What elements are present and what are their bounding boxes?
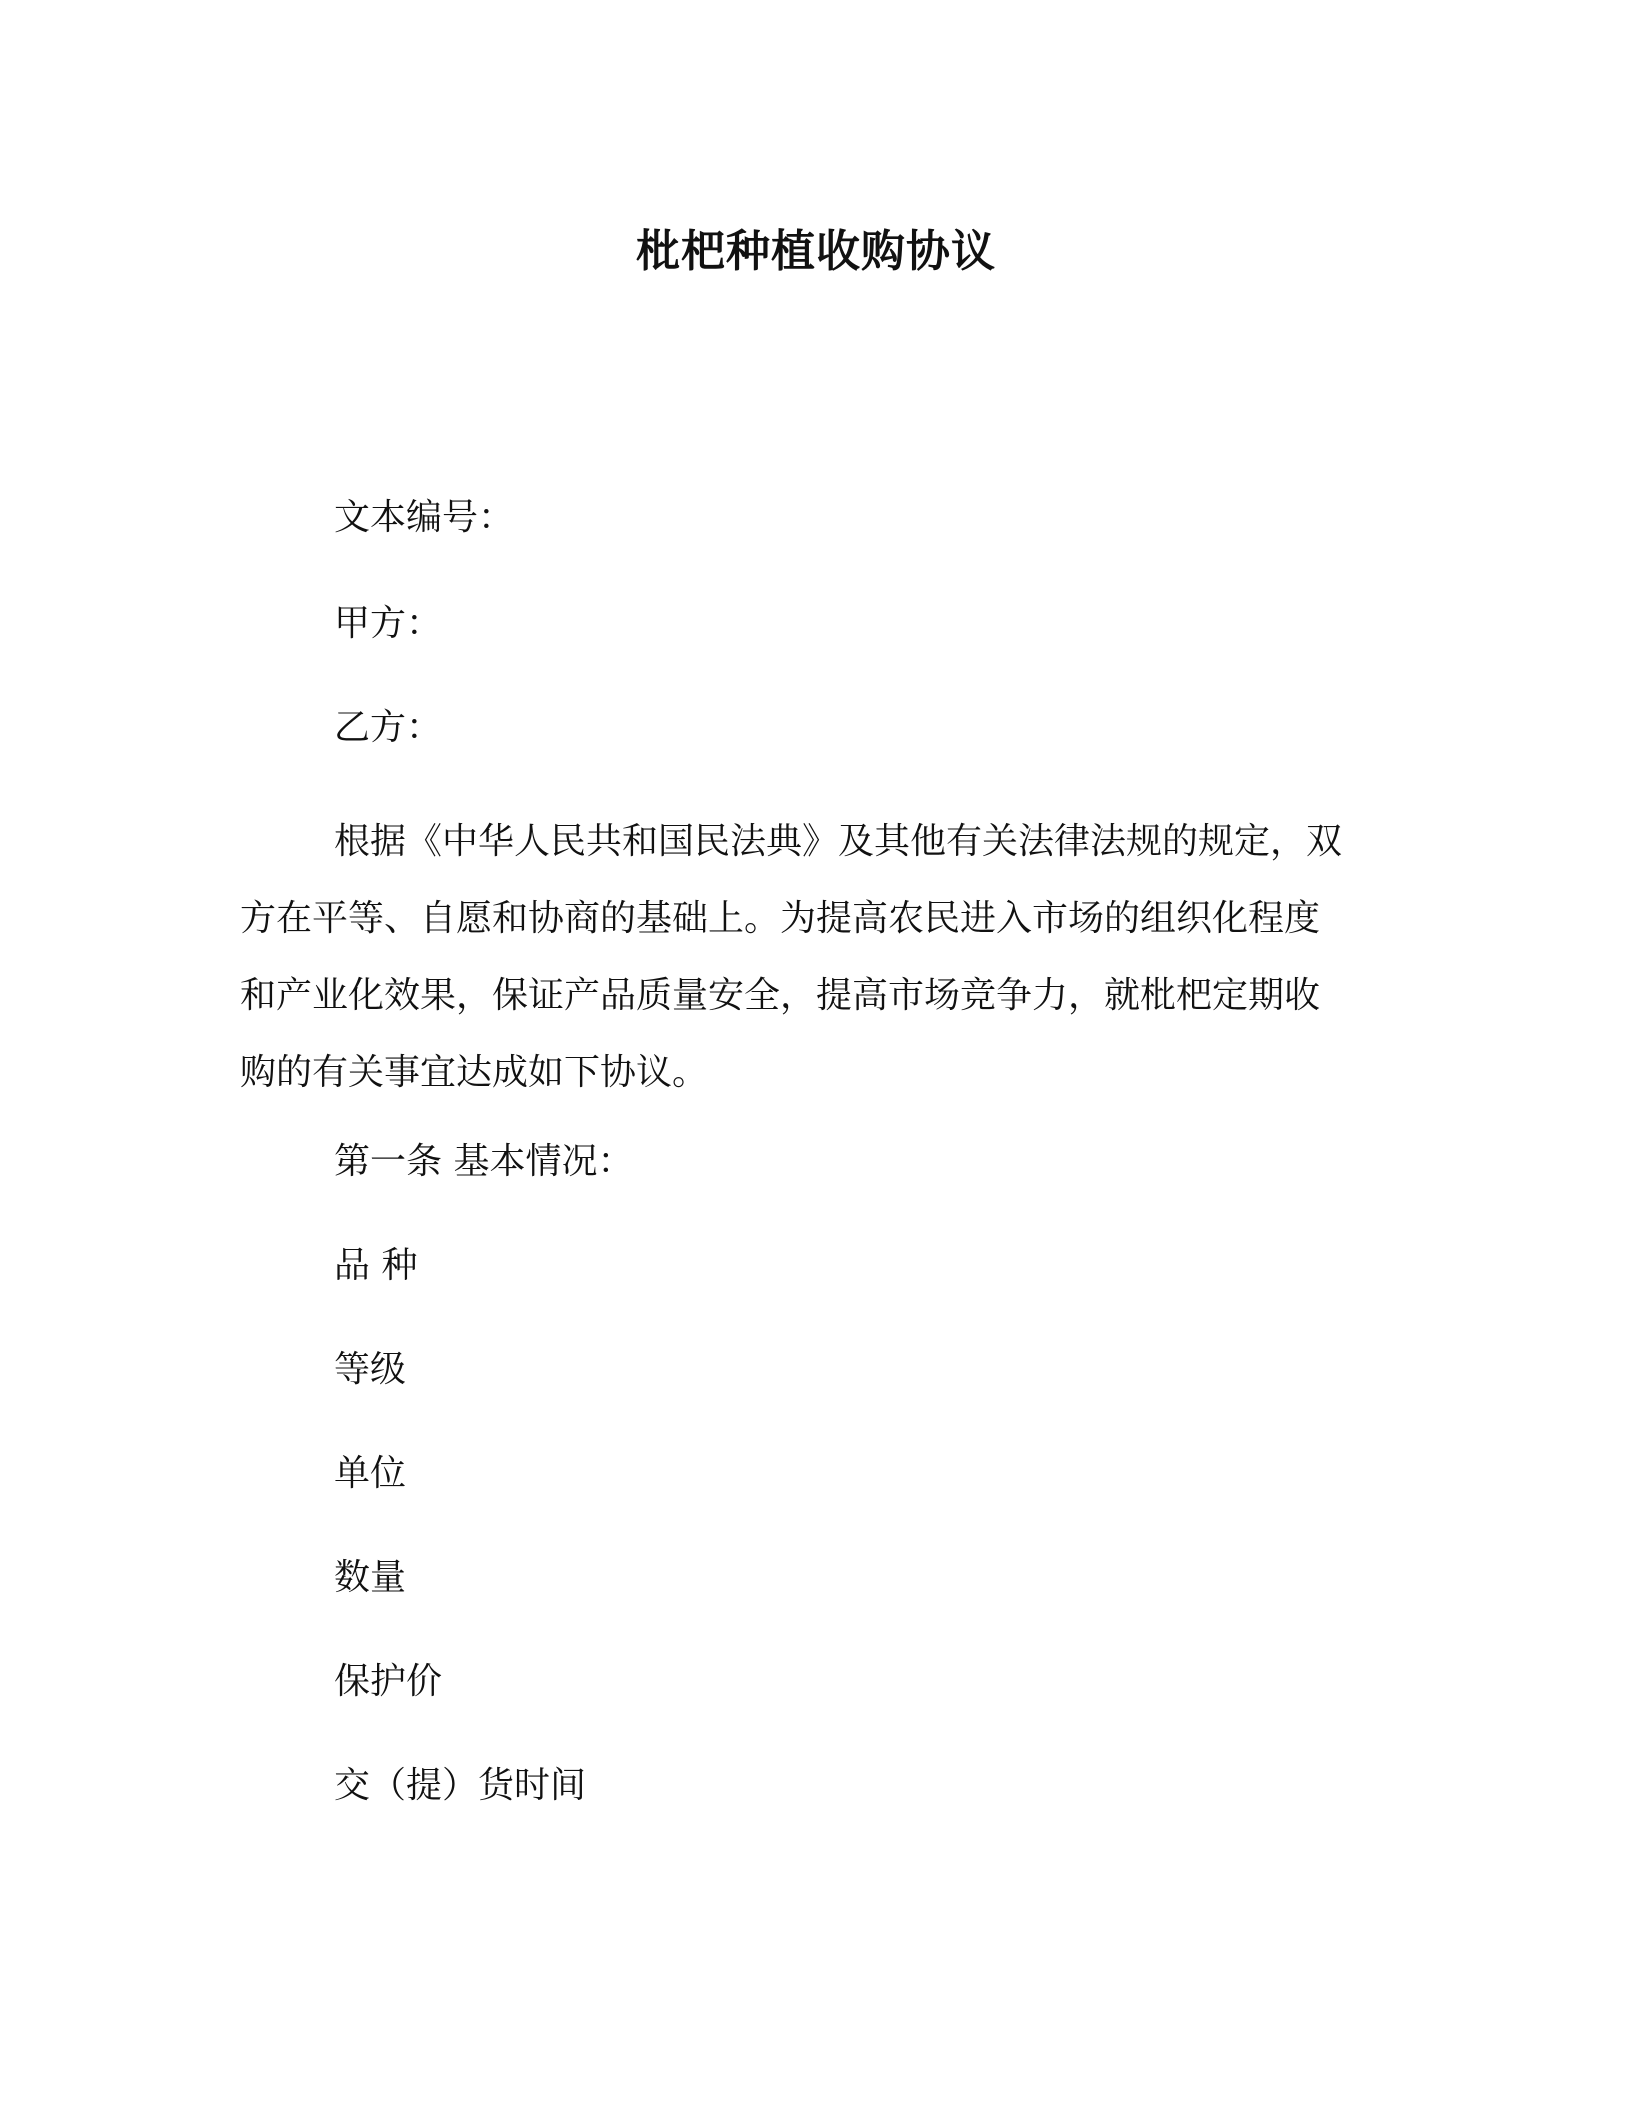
article-1-item-variety: 品 种 xyxy=(334,1245,418,1286)
article-1-item-protective-price: 保护价 xyxy=(334,1661,443,1702)
article-1-item-quantity: 数量 xyxy=(334,1557,407,1598)
party-b-label: 乙方： xyxy=(334,707,443,748)
article-1-item-grade: 等级 xyxy=(334,1349,407,1390)
article-1-heading: 第一条 基本情况： xyxy=(334,1141,634,1182)
article-1-item-delivery-time: 交（提）货时间 xyxy=(334,1765,587,1806)
document-number-label: 文本编号： xyxy=(334,497,515,538)
document-title: 枇杷种植收购协议 xyxy=(636,226,996,277)
preamble-line: 方在平等、自愿和协商的基础上。为提高农民进入市场的组织化程度 xyxy=(240,898,1321,939)
preamble-line: 购的有关事宜达成如下协议。 xyxy=(240,1052,709,1093)
article-1-item-unit: 单位 xyxy=(334,1453,407,1494)
party-a-label: 甲方： xyxy=(334,603,443,644)
preamble-line: 根据《中华人民共和国民法典》及其他有关法律法规的规定，双 xyxy=(334,821,1343,862)
preamble-paragraph xyxy=(240,803,1390,1111)
preamble-line: 和产业化效果，保证产品质量安全，提高市场竞争力，就枇杷定期收 xyxy=(240,975,1321,1016)
